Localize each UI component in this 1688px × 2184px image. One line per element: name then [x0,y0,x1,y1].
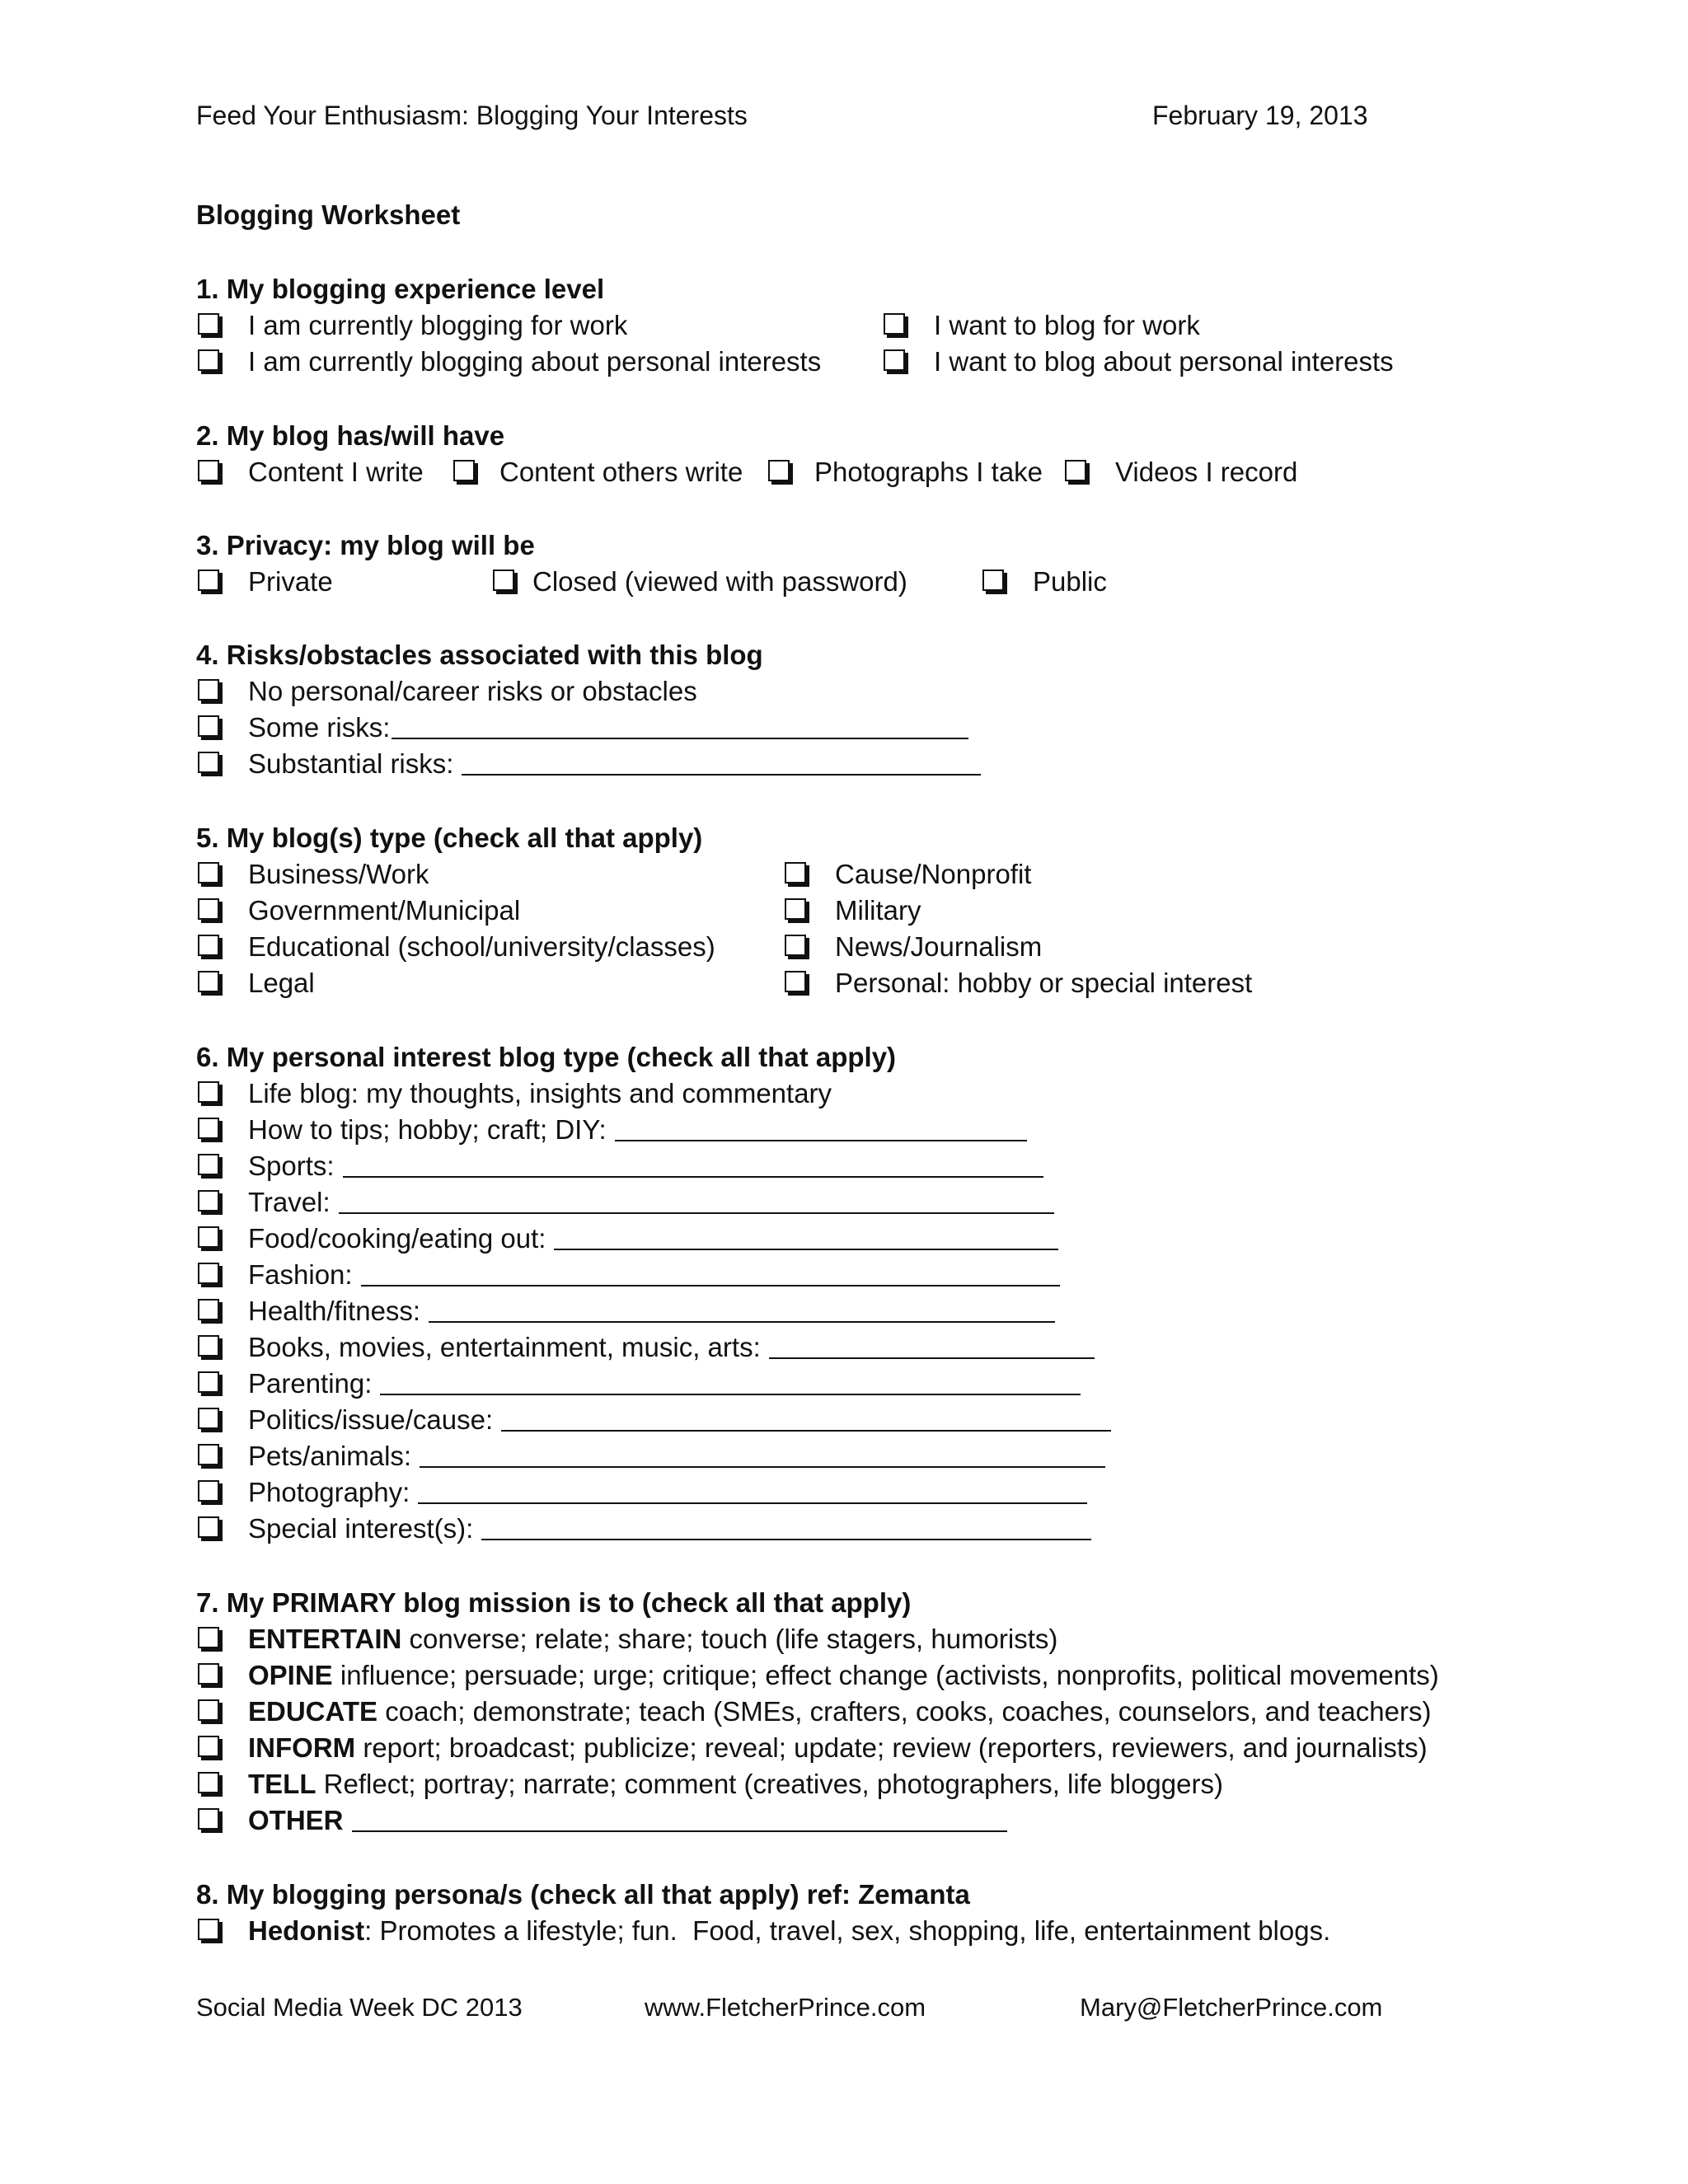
s7-option-inform[interactable]: INFORM report; broadcast; publicize; reveal; update; review (reporters, reviewers, and journalists) [198,1732,1428,1764]
section-2-title: 2. My blog has/will have [196,420,505,451]
s5-option-news[interactable]: News/Journalism [785,931,1042,963]
s3-option-public[interactable]: Public [982,566,1107,598]
s7-option-tell[interactable]: TELL Reflect; portray; narrate; comment (creatives, photographers, life bloggers) [198,1769,1223,1800]
s1-option-want-blog-personal[interactable]: I want to blog about personal interests [884,346,1394,377]
checkbox[interactable] [198,1699,219,1721]
s1-option-blog-for-work[interactable]: I am currently blogging for work [198,310,627,341]
checkbox[interactable] [785,935,806,956]
s2-option-photographs[interactable]: Photographs I take [768,457,1043,488]
checkbox[interactable] [198,1772,219,1793]
s5-option-business[interactable]: Business/Work [198,859,429,890]
fill-in-line[interactable] [462,752,981,776]
checkbox[interactable] [198,1371,219,1393]
fill-in-line[interactable] [352,1809,1007,1832]
checkbox[interactable] [785,898,806,920]
checkbox[interactable] [198,715,219,737]
checkbox[interactable] [982,569,1004,591]
s7-option-educate[interactable]: EDUCATE coach; demonstrate; teach (SMEs, crafters, cooks, coaches, counselors, and teachers) [198,1696,1432,1727]
s6-option-life-blog[interactable]: Life blog: my thoughts, insights and commentary [198,1078,832,1109]
footer-website[interactable]: www.FletcherPrince.com [645,1993,926,2022]
checkbox[interactable] [198,898,219,920]
checkbox[interactable] [198,1808,219,1830]
checkbox[interactable] [198,349,219,371]
checkbox[interactable] [884,313,905,335]
checkbox[interactable] [198,1408,219,1429]
footer-event: Social Media Week DC 2013 [196,1993,523,2022]
checkbox[interactable] [198,1480,219,1502]
section-6-title: 6. My personal interest blog type (check all that apply) [196,1042,897,1072]
s6-option-books[interactable]: Books, movies, entertainment, music, arts: [198,1332,1095,1363]
checkbox[interactable] [198,679,219,701]
checkbox[interactable] [198,460,219,481]
header-title: Feed Your Enthusiasm: Blogging Your Interests [196,101,748,130]
checkbox[interactable] [198,752,219,773]
checkbox[interactable] [768,460,790,481]
checkbox[interactable] [198,935,219,956]
s5-option-cause[interactable]: Cause/Nonprofit [785,859,1031,890]
checkbox[interactable] [198,1516,219,1538]
checkbox[interactable] [198,1118,219,1139]
fill-in-line[interactable] [554,1227,1058,1250]
s6-option-politics[interactable]: Politics/issue/cause: [198,1404,1111,1436]
fill-in-line[interactable] [501,1408,1111,1432]
checkbox[interactable] [198,1226,219,1248]
checkbox[interactable] [198,971,219,992]
s3-option-closed[interactable]: Closed (viewed with password) [493,566,907,598]
checkbox[interactable] [198,1263,219,1284]
s3-option-private[interactable]: Private [198,566,333,598]
s6-option-travel[interactable]: Travel: [198,1187,1054,1218]
checkbox[interactable] [198,1154,219,1175]
section-1-title: 1. My blogging experience level [196,274,605,304]
s5-option-legal[interactable]: Legal [198,968,315,999]
checkbox[interactable] [198,1444,219,1465]
header-date: February 19, 2013 [1152,101,1368,130]
s8-option-hedonist[interactable]: Hedonist : Promotes a lifestyle; fun. Food, travel, sex, shopping, life, entertainment blogs. [198,1915,1330,1947]
footer-email[interactable]: Mary@FletcherPrince.com [1080,1993,1383,2022]
s6-option-how-to[interactable]: How to tips; hobby; craft; DIY: [198,1114,1027,1146]
s6-option-health[interactable]: Health/fitness: [198,1296,1055,1327]
s6-option-parenting[interactable]: Parenting: [198,1368,1081,1399]
fill-in-line[interactable] [339,1191,1054,1214]
s2-option-content-i-write[interactable]: Content I write [198,457,424,488]
s5-option-military[interactable]: Military [785,895,921,926]
fill-in-line[interactable] [769,1336,1095,1359]
s5-option-personal[interactable]: Personal: hobby or special interest [785,968,1252,999]
checkbox[interactable] [884,349,905,371]
section-4-title: 4. Risks/obstacles associated with this blog [196,640,763,670]
checkbox[interactable] [198,862,219,883]
s7-option-opine[interactable]: OPINE influence; persuade; urge; critique; effect change (activists, nonprofits, political movements) [198,1660,1439,1691]
s4-option-some-risks[interactable]: Some risks: [198,712,968,743]
s1-option-blog-personal[interactable]: I am currently blogging about personal interests [198,346,821,377]
s4-option-no-risks[interactable]: No personal/career risks or obstacles [198,676,697,707]
s7-option-other[interactable]: OTHER [198,1805,1007,1836]
fill-in-line[interactable] [481,1517,1091,1540]
s6-option-sports[interactable]: Sports: [198,1151,1043,1182]
checkbox[interactable] [198,1190,219,1212]
checkbox[interactable] [453,460,475,481]
section-7-title: 7. My PRIMARY blog mission is to (check all that apply) [196,1587,912,1618]
checkbox[interactable] [198,1335,219,1357]
checkbox[interactable] [198,1627,219,1648]
s5-option-government[interactable]: Government/Municipal [198,895,520,926]
checkbox[interactable] [198,1081,219,1103]
checkbox[interactable] [785,862,806,883]
fill-in-line[interactable] [343,1155,1043,1178]
s6-option-photography[interactable]: Photography: [198,1477,1087,1508]
s2-option-content-others-write[interactable]: Content others write [453,457,743,488]
checkbox[interactable] [1065,460,1086,481]
fill-in-line[interactable] [361,1263,1060,1286]
checkbox[interactable] [198,1736,219,1757]
s6-option-fashion[interactable]: Fashion: [198,1259,1060,1291]
fill-in-line[interactable] [429,1300,1055,1323]
fill-in-line[interactable] [380,1372,1081,1395]
doc-title: Blogging Worksheet [196,199,461,230]
checkbox[interactable] [785,971,806,992]
s2-option-videos[interactable]: Videos I record [1065,457,1297,488]
s5-option-educational[interactable]: Educational (school/university/classes) [198,931,715,963]
s6-option-food[interactable]: Food/cooking/eating out: [198,1223,1058,1254]
s1-option-want-blog-for-work[interactable]: I want to blog for work [884,310,1200,341]
fill-in-line[interactable] [615,1118,1027,1141]
checkbox[interactable] [198,1299,219,1320]
s4-option-substantial-risks[interactable]: Substantial risks: [198,748,981,780]
fill-in-line[interactable] [420,1445,1105,1468]
section-8-title: 8. My blogging persona/s (check all that apply) ref: Zemanta [196,1879,970,1910]
checkbox[interactable] [198,1919,219,1940]
s6-option-special-interest[interactable]: Special interest(s): [198,1513,1091,1544]
checkbox[interactable] [198,1663,219,1685]
checkbox[interactable] [198,569,219,591]
s7-option-entertain[interactable]: ENTERTAIN converse; relate; share; touch (life stagers, humorists) [198,1624,1057,1655]
checkbox[interactable] [198,313,219,335]
checkbox[interactable] [493,569,514,591]
section-5-title: 5. My blog(s) type (check all that apply) [196,823,703,853]
fill-in-line[interactable] [392,716,968,739]
fill-in-line[interactable] [418,1481,1087,1504]
s6-option-pets[interactable]: Pets/animals: [198,1441,1105,1472]
section-3-title: 3. Privacy: my blog will be [196,530,535,560]
